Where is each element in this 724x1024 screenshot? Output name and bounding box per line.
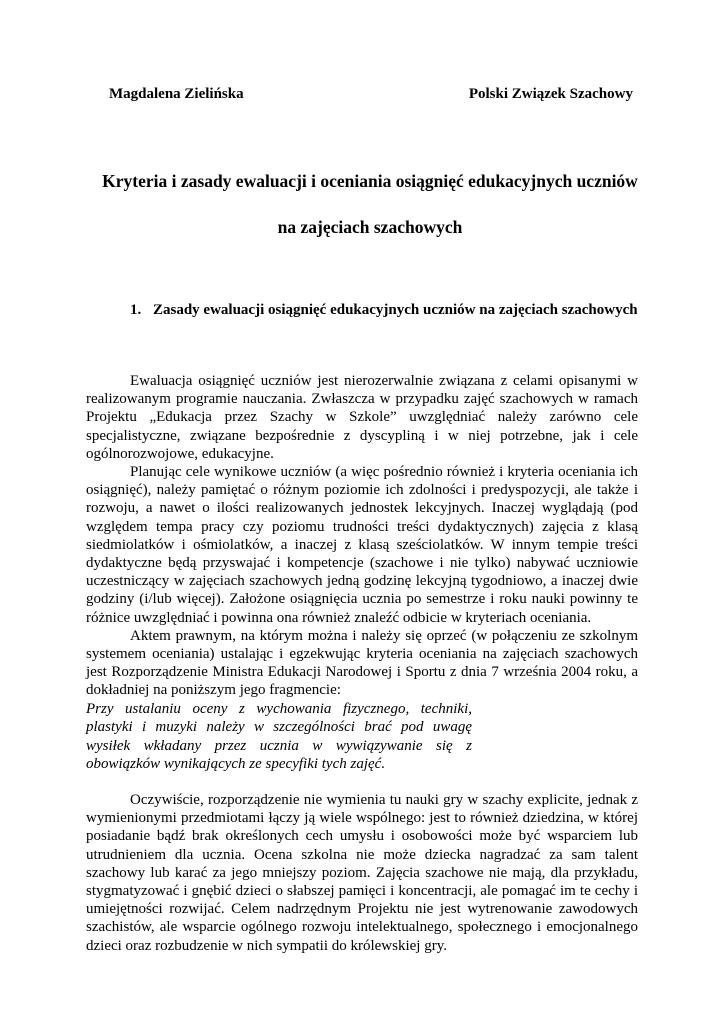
document-title-line-2: na zajęciach szachowych (277, 217, 463, 237)
author-name: Magdalena Zielińska (109, 86, 244, 102)
legal-quote: Przy ustalaniu oceny z wychowania fizycznego, techniki, plastyki i muzyki należy w szczególności brać pod uwagę wysiłek wkładany przez ucznia w wywiązywanie się z obowiązków wynikających ze specyfiki tych zajęć. (86, 700, 472, 773)
paragraph-2: Planując cele wynikowe uczniów (a więc pośrednio również i kryteria oceniania ich osiągnięć), należy pamiętać o różnym poziomie ich zdolności i predyspozycji, ale także i rozwoju, a nawet o ilości realizowanych jednostek lekcyjnych. Inaczej wyglądają (pod względem tempa pracy czy poziomu trudności treści dydaktycznych) zajęcia z klasą siedmiolatków i ośmiolatków, a inaczej z klasą sześciolatków. W innym tempie treści dydaktyczne będą przyswajać i kompetencje (szachowe i nie tylko) nabywać uczniowie uczestniczący w zajęciach szachowych jedną godzinę lekcyjną tygodniowo, a inaczej dwie godziny (i/lub więcej). Założone osiągnięcia ucznia po semestrze i roku nauki powinny te różnice uwzględniać i powinna ona również znaleźć odbicie w kryteriach oceniania. (86, 464, 638, 626)
section-number: 1. (130, 302, 142, 318)
section-heading (130, 302, 638, 319)
paragraph-3: Aktem prawnym, na którym można i należy się oprzeć (w połączeniu ze szkolnym systemem oceniania) ustalając i egzekwując kryteria oceniania na zajęciach szachowych jest Rozporządzenie Ministra Edukacji Narodowej i Sportu z dnia 7 września 2004 roku, a dokładniej na poniższym jego fragmencie: (86, 627, 638, 699)
paragraph-1: Ewaluacja osiągnięć uczniów jest nierozerwalnie związana z celami opisanymi w realizowanym programie nauczania. Zwłaszcza w przypadku zajęć szachowych w ramach Projektu „Edukacja przez Szachy w Szkole” uwzględniać należy zarówno cele specjalistyczne, związane bezpośrednie z dyscypliną i w niej potrzebne, jak i cele ogólnorozwojowe, edukacyjne. (86, 373, 638, 462)
organization-name: Polski Związek Szachowy (468, 86, 633, 102)
section-title: Zasady ewaluacji osiągnięć edukacyjnych uczniów na zajęciach szachowych (153, 302, 638, 318)
paragraph-4: Oczywiście, rozporządzenie nie wymienia tu nauki gry w szachy explicite, jednak z wymienionymi przedmiotami łączy ją wiele wspólnego: jest to również dziedzina, w której posiadanie bądź brak określonych cech umysłu i osobowości może być wsparciem lub utrudnieniem dla ucznia. Ocena szkolna nie może dziecka nagradzać za sam talent szachowy lub karać za jego mniejszy poziom. Zajęcia szachowe nie mają, dla przykładu, stygmatyzować i gnębić dzieci o słabszej pamięci i koncentracji, ale pomagać im te cechy i umiejętności rozwijać. Celem nadrzędnym Projektu nie jest wytrenowanie zawodowych szachistów, ale wsparcie ogólnego rozwoju intelektualnego, społecznego i emocjonalnego dzieci oraz rozbudzenie w nich sympatii do królewskiej gry. (86, 792, 638, 954)
document-body (86, 372, 638, 955)
document-title-line-1: Kryteria i zasady ewaluacji i oceniania osiągnięć edukacyjnych uczniów (102, 171, 638, 191)
